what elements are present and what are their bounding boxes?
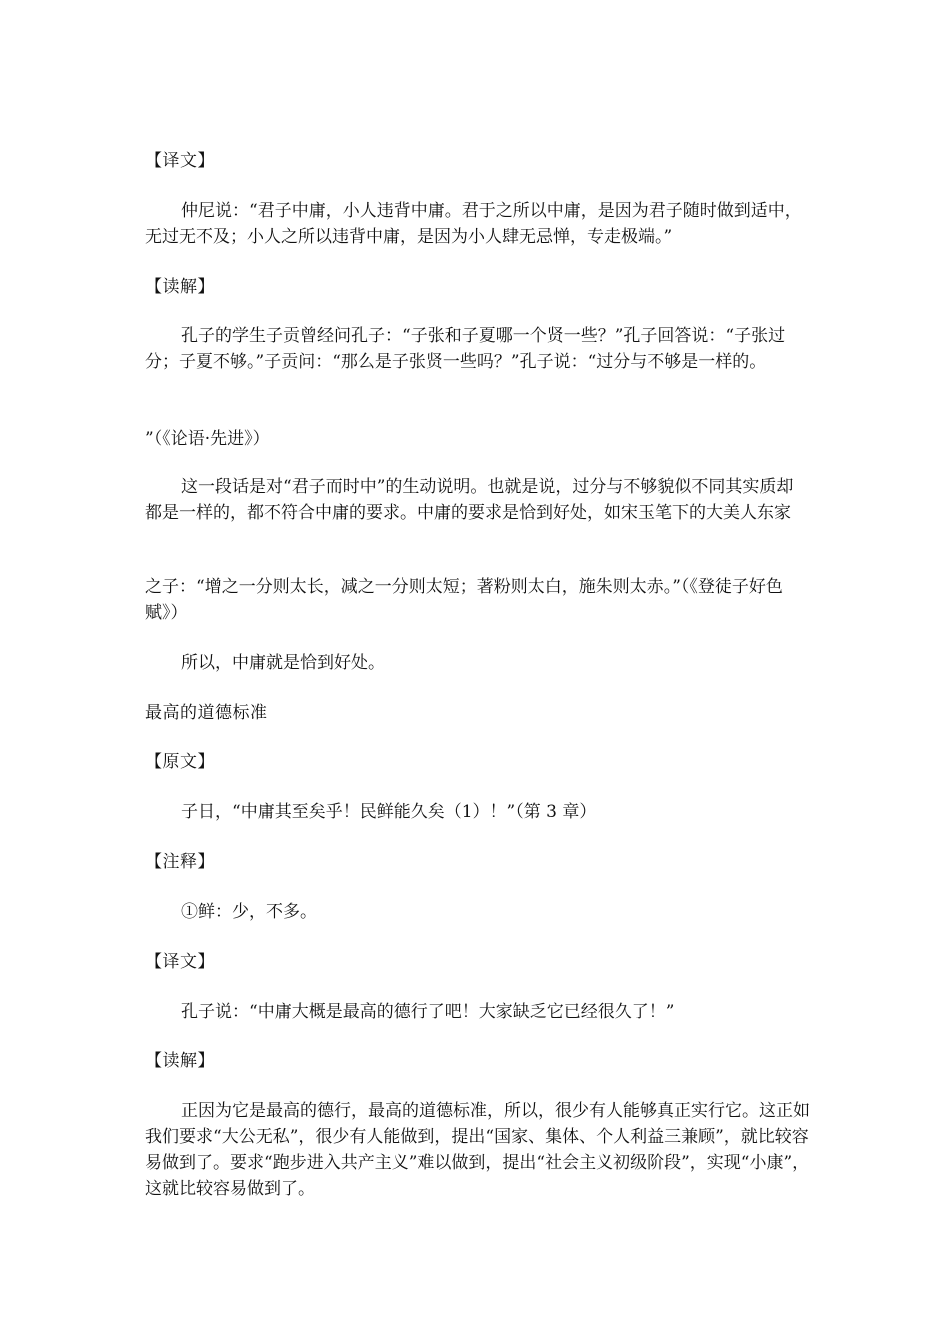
paragraph-original-text: 子日，“中庸其至矣乎！民鲜能久矣（1）！”（第 3 章）	[181, 802, 597, 822]
paragraph-translation-2: 孔子说：“中庸大概是最高的德行了吧！大家缺乏它已经很久了！”	[181, 1002, 675, 1022]
paragraph-reading-dialogue: 孔子的学生子贡曾经问孔子：“子张和子夏哪一个贤一些？”孔子回答说：“子张过分；子夏不够。”子贡问：“那么是子张贤一些吗？”孔子说：“过分与不够是一样的。	[145, 326, 786, 372]
heading-translation: 【译文】	[145, 151, 215, 171]
section-title: 最高的道德标准	[145, 703, 268, 723]
heading-notes: 【注释】	[145, 852, 215, 872]
heading-translation-2: 【译文】	[145, 952, 215, 972]
heading-reading-2: 【读解】	[145, 1051, 215, 1071]
heading-reading: 【读解】	[145, 277, 215, 297]
paragraph-conclusion: 所以，中庸就是恰到好处。	[181, 653, 385, 673]
paragraph-translation: 仲尼说：“君子中庸，小人违背中庸。君于之所以中庸，是因为君子随时做到适中，无过无不及；小人之所以违背中庸，是因为小人肆无忌惮，专走极端。”	[145, 201, 802, 247]
paragraph-reading-2: 正因为它是最高的德行，最高的道德标准，所以，很少有人能够真正实行它。这正如我们要求“大公无私”，很少有人能做到，提出“国家、集体、个人利益三兼顾”，就比较容易做到了。要求“跑步进入共产主义”难以做到，提出“社会主义初级阶段”，实现“小康”，这就比较容易做到了。	[145, 1101, 810, 1199]
paragraph-explanation: 这一段话是对“君子而时中”的生动说明。也就是说，过分与不够貌似不同其实质却都是一样的，都不符合中庸的要求。中庸的要求是恰到好处，如宋玉笔下的大美人东家	[145, 477, 794, 523]
paragraph-citation: ”（《论语·先进》）	[145, 429, 270, 449]
heading-original-text: 【原文】	[145, 752, 215, 772]
paragraph-note: ①鲜：少，不多。	[181, 902, 317, 922]
paragraph-quote: 之子：“增之一分则太长，减之一分则太短；著粉则太白，施朱则太赤。”（《登徒子好色赋》）	[145, 577, 783, 623]
